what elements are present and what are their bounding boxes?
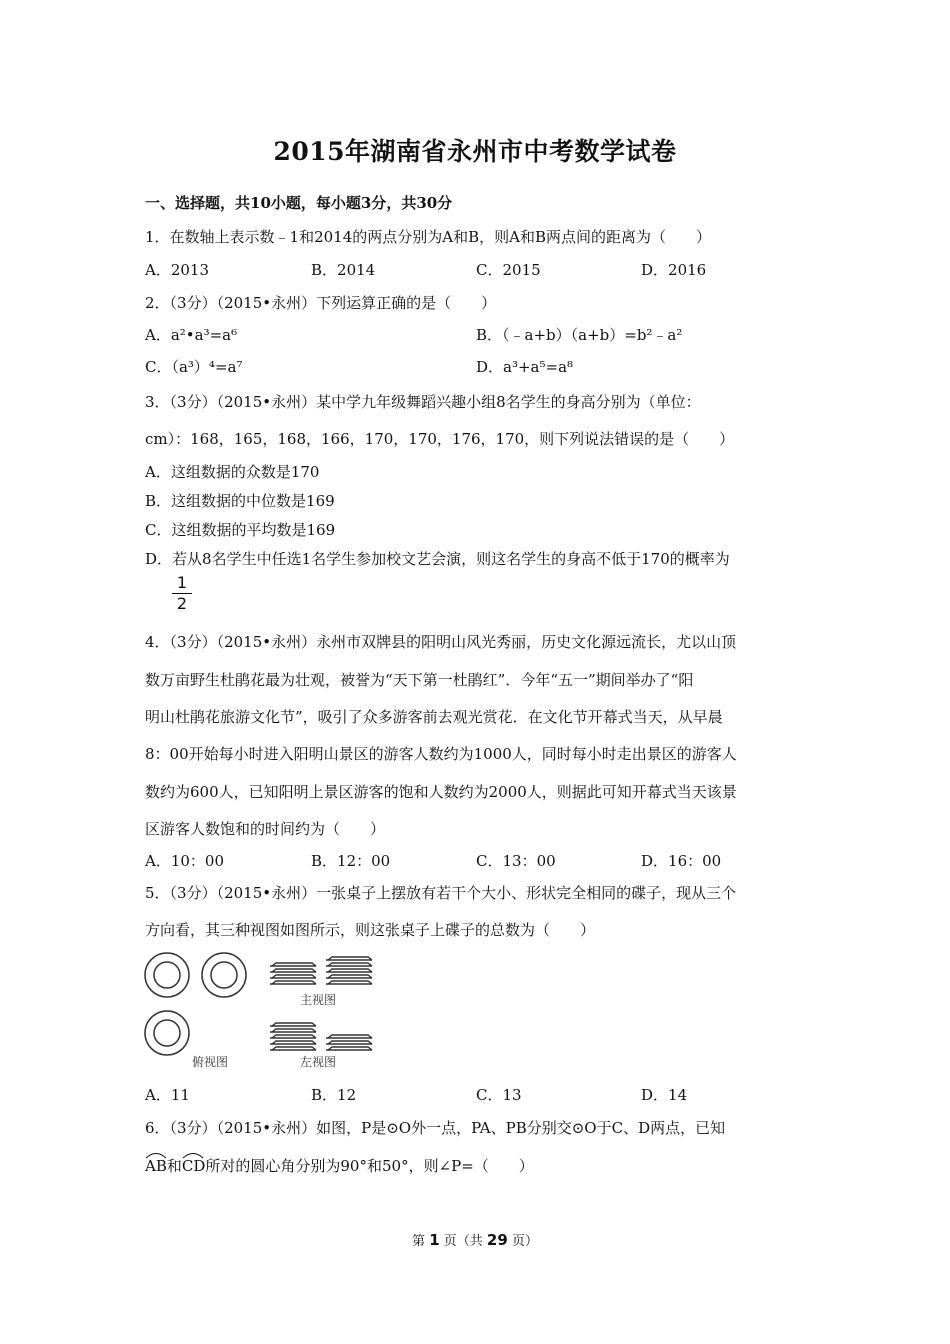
question-6-stem-line2-text: 所对的圆心角分别为90°和50°，则∠P=（ ） <box>205 1157 534 1175</box>
question-4-line-5: 数约为600人，已知阳明上景区游客的饱和人数约为2000人，则据此可知开幕式当天该景 <box>145 783 737 801</box>
plate-top-view-3 <box>145 1011 189 1055</box>
question-6-stem-line1: 6．（3分）（2015•永州）如图，P是⊙O外一点，PA、PB分别交⊙O于C、D两点，已知 <box>145 1119 726 1137</box>
question-4-option-c: C．13：00 <box>476 852 556 870</box>
question-2-option-d: D．a³+a⁵=a⁸ <box>476 358 574 376</box>
question-3-option-b: B．这组数据的中位数是169 <box>145 492 335 510</box>
three-view-figure <box>140 948 380 1073</box>
question-5-option-d: D．14 <box>641 1086 688 1104</box>
question-1-option-b: B．2014 <box>311 261 376 279</box>
question-1-stem: 1．在数轴上表示数﹣1和2014的两点分别为A和B，则A和B两点间的距离为（ ） <box>145 228 711 246</box>
question-6-stem-line2 <box>145 1155 534 1176</box>
question-5-option-c: C．13 <box>476 1086 522 1104</box>
plate-top-view-2 <box>202 953 246 997</box>
plate-stack-left-2 <box>326 1035 372 1050</box>
question-4-line-4: 8：00开始每小时进入阳明山景区的游客人数约为1000人，同时每小时走出景区的游客人 <box>145 745 737 763</box>
question-4-line-6: 区游客人数饱和的时间约为（ ） <box>145 820 386 838</box>
question-4-option-d: D．16：00 <box>641 852 722 870</box>
plate-stack-front-2 <box>326 957 372 984</box>
arc-cd <box>182 1157 206 1175</box>
arc-symbol-icon <box>145 1151 167 1159</box>
footer-suffix: 页） <box>511 1234 538 1249</box>
question-3-stem-line1: 3．（3分）（2015•永州）某中学九年级舞蹈兴趣小组8名学生的身高分别为（单位： <box>145 393 701 411</box>
footer-total-pages: 29 <box>486 1231 508 1249</box>
conjunction-text: 和 <box>166 1157 182 1175</box>
question-4-line-1: 4．（3分）（2015•永州）永州市双牌县的阳明山风光秀丽，历史文化源远流长，尤以山顶 <box>145 633 737 651</box>
question-2-option-b: B．（﹣a+b）（a+b）=b²﹣a² <box>476 326 683 344</box>
fraction-one-half <box>172 574 192 613</box>
question-2-option-a: A．a²•a³=a⁶ <box>145 326 238 344</box>
question-3-option-a: A．这组数据的众数是170 <box>145 463 320 481</box>
question-3-option-c: C．这组数据的平均数是169 <box>145 521 336 539</box>
footer-prefix: 第 <box>412 1234 426 1249</box>
question-1-option-a: A．2013 <box>145 261 210 279</box>
plate-stack-left-1 <box>270 1023 316 1050</box>
footer-middle: 页（共 <box>443 1234 483 1249</box>
page-footer <box>0 1230 950 1249</box>
plate-stack-front-1 <box>270 963 316 984</box>
question-1-option-d: D．2016 <box>641 261 707 279</box>
page-title: 2015年湖南省永州市中考数学试卷 <box>273 137 677 166</box>
question-2-stem: 2．（3分）（2015•永州）下列运算正确的是（ ） <box>145 294 497 312</box>
question-5-option-b: B．12 <box>311 1086 357 1104</box>
arc-ab <box>145 1157 167 1175</box>
arc-cd-label: CD <box>181 1157 206 1175</box>
question-1-option-c: C．2015 <box>476 261 541 279</box>
question-3-option-d: D．若从8名学生中任选1名学生参加校文艺会演，则这名学生的身高不低于170的概率为 <box>145 550 730 568</box>
question-4-option-b: B．12：00 <box>311 852 391 870</box>
question-4-line-2: 数万亩野生杜鹃花最为壮观，被誉为“天下第一杜鹃红”．今年“五一”期间举办了“阳 <box>145 671 694 689</box>
question-3-stem-line2: cm）：168，165，168，166，170，170，176，170，则下列说法错误的是（ ） <box>145 430 735 448</box>
arc-symbol-icon <box>182 1151 204 1159</box>
question-4-line-3: 明山杜鹃花旅游文化节”，吸引了众多游客前去观光赏花．在文化节开幕式当天，从早晨 <box>145 708 723 726</box>
arc-ab-label: AB <box>145 1157 167 1175</box>
label-left-view: 左视图 <box>300 1055 337 1069</box>
plate-top-view-1 <box>145 953 189 997</box>
section-heading: 一、选择题，共10小题，每小题3分，共30分 <box>145 194 453 212</box>
label-front-view: 主视图 <box>300 993 337 1007</box>
fraction-denominator: 2 <box>176 594 188 613</box>
question-2-option-c: C．（a³）⁴=a⁷ <box>145 358 243 376</box>
label-top-view: 俯视图 <box>192 1055 229 1069</box>
fraction-numerator: 1 <box>176 573 188 592</box>
question-5-stem-line1: 5．（3分）（2015•永州）一张桌子上摆放有若干个大小、形状完全相同的碟子，现从三个 <box>145 884 737 902</box>
question-5-option-a: A．11 <box>145 1086 190 1104</box>
footer-page-number: 1 <box>429 1231 440 1249</box>
question-5-stem-line2: 方向看，其三种视图如图所示，则这张桌子上碟子的总数为（ ） <box>145 921 596 939</box>
question-4-option-a: A．10：00 <box>145 852 225 870</box>
